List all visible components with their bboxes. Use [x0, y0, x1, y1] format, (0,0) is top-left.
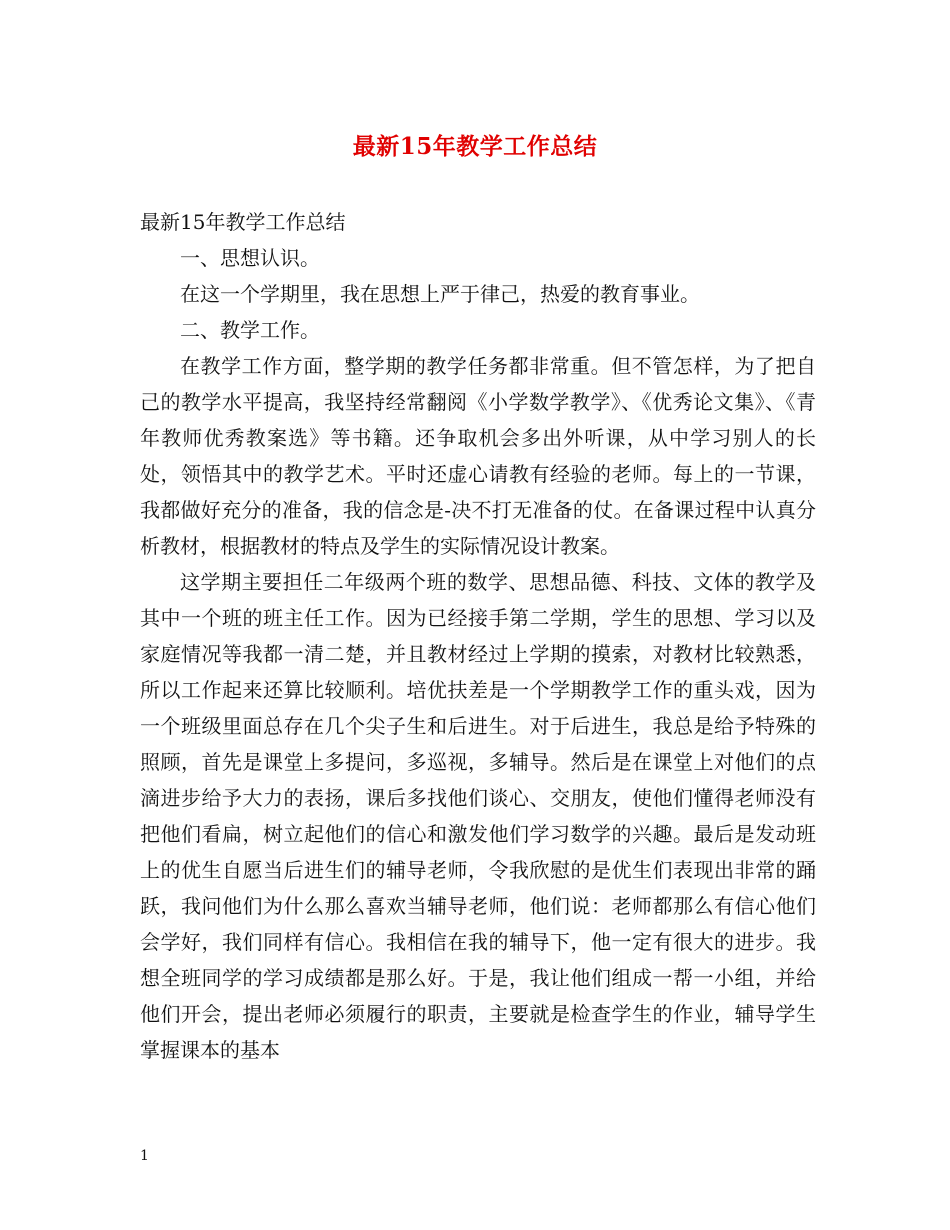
paragraph-teaching: 在教学工作方面，整学期的教学任务都非常重。但不管怎样，为了把自己的教学水平提高，我坚持经常翻阅《小学数学教学》、《优秀论文集》、《青年教师优秀教案选》等书籍。还争取机会多出外听课，从中学习别人的长处，领悟其中的教学艺术。平时还虚心请教有经验的老师。每上的一节课，我都做好充分的准备，我的信念是-决不打无准备的仗。在备课过程中认真分析教材，根据教材的特点及学生的实际情况设计教案。	[140, 354, 816, 558]
body-heading: 最新15年教学工作总结	[140, 210, 346, 234]
document-body	[140, 204, 816, 1068]
section-heading-teaching: 二、教学工作。	[180, 318, 320, 342]
page-number: 1	[140, 1148, 149, 1164]
section-heading-thought: 一、思想认识。	[180, 246, 320, 270]
paragraph-thought: 在这一个学期里，我在思想上严于律己，热爱的教育事业。	[180, 282, 700, 306]
paragraph-class-work: 这学期主要担任二年级两个班的数学、思想品德、科技、文体的教学及其中一个班的班主任工作。因为已经接手第二学期，学生的思想、学习以及家庭情况等我都一清二楚，并且教材经过上学期的摸索，对教材比较熟悉，所以工作起来还算比较顺利。培优扶差是一个学期教学工作的重头戏，因为一个班级里面总存在几个尖子生和后进生。对于后进生，我总是给予特殊的照顾，首先是课堂上多提问，多巡视，多辅导。然后是在课堂上对他们的点滴进步给予大力的表扬，课后多找他们谈心、交朋友，使他们懂得老师没有把他们看扁，树立起他们的信心和激发他们学习数学的兴趣。最后是发动班上的优生自愿当后进生们的辅导老师，令我欣慰的是优生们表现出非常的踊跃，我问他们为什么那么喜欢当辅导老师，他们说：老师都那么有信心他们会学好，我们同样有信心。我相信在我的辅导下，他一定有很大的进步。我想全班同学的学习成绩都是那么好。于是，我让他们组成一帮一小组，并给他们开会，提出老师必须履行的职责，主要就是检查学生的作业，辅导学生掌握课本的基本	[140, 570, 816, 1062]
document-title: 最新15年教学工作总结	[352, 133, 598, 160]
